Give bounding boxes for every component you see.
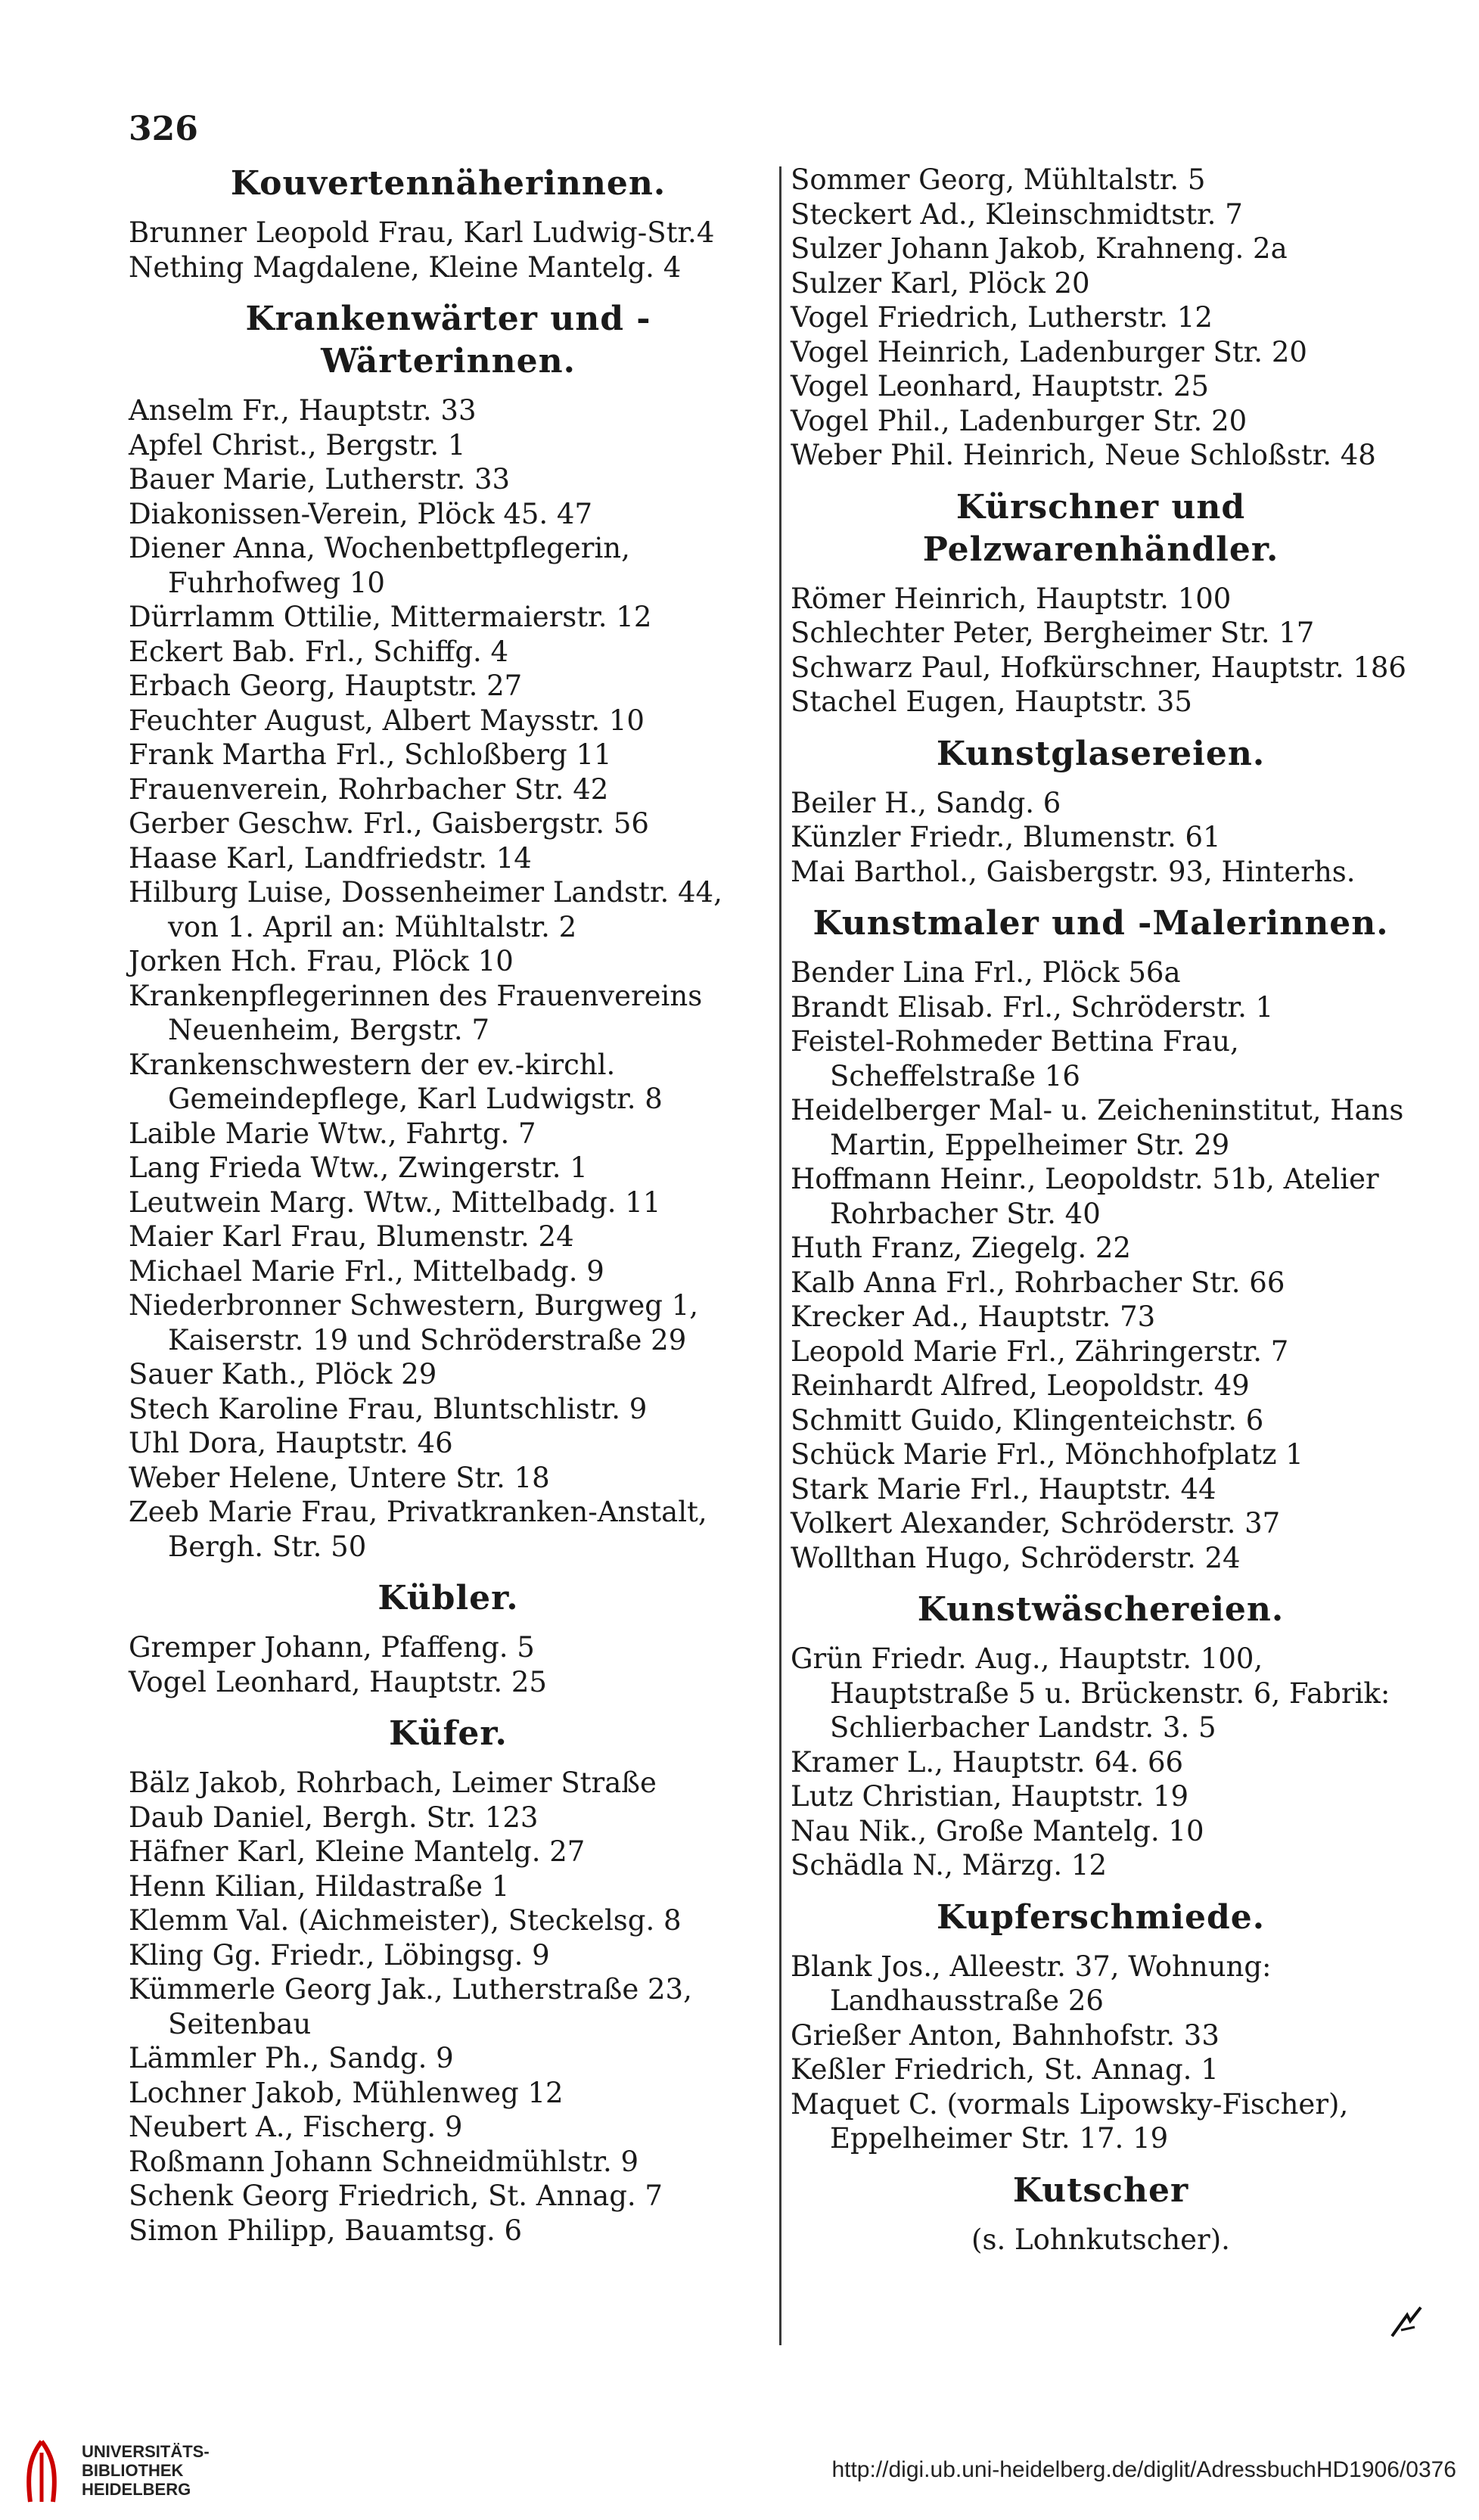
- directory-entry: Künzler Friedr., Blumenstr. 61: [791, 821, 1221, 853]
- handwritten-mark-icon: [1384, 2300, 1430, 2345]
- directory-entry: Neubert A., Fischerg. 9: [129, 2111, 463, 2143]
- directory-entry: Feuchter August, Albert Maysstr. 10: [129, 704, 645, 737]
- directory-entry: Kalb Anna Frl., Rohrbacher Str. 66: [791, 1266, 1285, 1299]
- directory-entry: Leopold Marie Frl., Zähringerstr. 7: [791, 1335, 1289, 1368]
- directory-entry: Henn Kilian, Hildastraße 1: [129, 1869, 510, 1903]
- directory-entry: Heidelberger Mal- u. Zeicheninstitut, Hans Martin, Eppelheimer Str. 29: [791, 1094, 1404, 1161]
- directory-entry: Diener Anna, Wochenbettpflegerin, Fuhrhofweg 10: [129, 532, 630, 599]
- directory-entry: Sulzer Karl, Plöck 20: [791, 266, 1090, 300]
- directory-entry: Lämmler Ph., Sandg. 9: [129, 2042, 454, 2074]
- directory-entry: Krankenschwestern der ev.-kirchl. Gemeindepflege, Karl Ludwigstr. 8: [129, 1048, 663, 1115]
- directory-entry: Nau Nik., Große Mantelg. 10: [791, 1814, 1204, 1847]
- directory-entry: Reinhardt Alfred, Leopoldstr. 49: [791, 1369, 1250, 1402]
- directory-entry: Blank Jos., Alleestr. 37, Wohnung: Landhausstraße 26: [791, 1950, 1272, 2017]
- section-heading: Kürschner und Pelzwarenhändler.: [922, 487, 1279, 569]
- directory-entry: Klemm Val. (Aichmeister), Steckelsg. 8: [129, 1904, 682, 1937]
- directory-entry: Uhl Dora, Hauptstr. 46: [129, 1427, 453, 1459]
- directory-entry: Vogel Phil., Ladenburger Str. 20: [791, 404, 1248, 437]
- directory-entry: Stark Marie Frl., Hauptstr. 44: [791, 1472, 1216, 1505]
- directory-entry: Häfner Karl, Kleine Mantelg. 27: [129, 1835, 586, 1868]
- column-divider: [779, 166, 781, 2345]
- section-heading: Kunstmaler und -Malerinnen.: [813, 904, 1389, 943]
- directory-entry: Sulzer Johann Jakob, Krahneng. 2a: [791, 232, 1288, 265]
- directory-entry: Bender Lina Frl., Plöck 56a: [791, 956, 1181, 989]
- directory-entry: Schück Marie Frl., Mönchhofplatz 1: [791, 1438, 1303, 1471]
- directory-section: [791, 733, 1411, 890]
- directory-entry: Volkert Alexander, Schröderstr. 37: [791, 1507, 1281, 1540]
- directory-entry: Weber Phil. Heinrich, Neue Schloßstr. 48: [791, 439, 1376, 471]
- directory-section: [791, 1897, 1411, 2156]
- directory-entry: Brandt Elisab. Frl., Schröderstr. 1: [791, 990, 1274, 1024]
- directory-entry: Feistel-Rohmeder Bettina Frau, Scheffelstraße 16: [791, 1025, 1239, 1092]
- directory-entry: Schmitt Guido, Klingenteichstr. 6: [791, 1403, 1264, 1437]
- directory-section: [791, 163, 1411, 473]
- directory-entry: Schenk Georg Friedrich, St. Annag. 7: [129, 2180, 663, 2212]
- section-heading: Kunstglasereien.: [936, 734, 1266, 773]
- directory-entry: Eckert Bab. Frl., Schiffg. 4: [129, 635, 509, 668]
- directory-section: [129, 1577, 768, 1699]
- directory-entry: Erbach Georg, Hauptstr. 27: [129, 670, 523, 702]
- directory-entry: Frank Martha Frl., Schloßberg 11: [129, 738, 612, 771]
- directory-entry: Weber Helene, Untere Str. 18: [129, 1461, 550, 1494]
- directory-entry: Niederbronner Schwestern, Burgweg 1, Kaiserstr. 19 und Schröderstraße 29: [129, 1289, 698, 1356]
- directory-entry: Steckert Ad., Kleinschmidtstr. 7: [791, 197, 1243, 231]
- directory-entry: Anselm Fr., Hauptstr. 33: [129, 394, 477, 427]
- section-heading: Kübler.: [378, 1579, 519, 1617]
- library-logo-icon: [15, 2438, 68, 2506]
- directory-entry: Laible Marie Wtw., Fahrtg. 7: [129, 1117, 536, 1150]
- directory-entry: Hilburg Luise, Dossenheimer Landstr. 44, von 1. April an: Mühltalstr. 2: [129, 876, 722, 943]
- directory-entry: Grießer Anton, Bahnhofstr. 33: [791, 2018, 1220, 2052]
- directory-section: [791, 903, 1411, 1575]
- directory-entry: Roßmann Johann Schneidmühlstr. 9: [129, 2145, 639, 2178]
- directory-entry: Nething Magdalene, Kleine Mantelg. 4: [129, 250, 682, 284]
- directory-section: [129, 298, 768, 1564]
- directory-entry: Stachel Eugen, Hauptstr. 35: [791, 685, 1192, 718]
- directory-entry: Huth Franz, Ziegelg. 22: [791, 1232, 1131, 1264]
- directory-entry: Kümmerle Georg Jak., Lutherstraße 23, Seitenbau: [129, 1973, 692, 2040]
- directory-entry: Grün Friedr. Aug., Hauptstr. 100, Hauptstraße 5 u. Brückenstr. 6, Fabrik: Schlierbacher Landstr. 3. 5: [791, 1642, 1390, 1744]
- section-heading: Kupferschmiede.: [936, 1897, 1266, 1937]
- directory-entry: Kling Gg. Friedr., Löbingsg. 9: [129, 1938, 550, 1972]
- directory-entry: Maquet C. (vormals Lipowsky-Fischer), Eppelheimer Str. 17. 19: [791, 2087, 1349, 2155]
- library-name-line3: HEIDELBERG: [82, 2480, 191, 2499]
- section-heading: Krankenwärter und -Wärterinnen.: [245, 300, 651, 381]
- section-heading: Kutscher: [1012, 2170, 1189, 2210]
- directory-entry: Jorken Hch. Frau, Plöck 10: [129, 945, 514, 977]
- directory-entry: Lutz Christian, Hauptstr. 19: [791, 1780, 1189, 1813]
- directory-entry: Schwarz Paul, Hofkürschner, Hauptstr. 186: [791, 651, 1406, 684]
- directory-entry: Keßler Friedrich, St. Annag. 1: [791, 2053, 1219, 2086]
- directory-entry: Hoffmann Heinr., Leopoldstr. 51b, Atelier Rohrbacher Str. 40: [791, 1163, 1379, 1230]
- library-name-line2: BIBLIOTHEK: [82, 2461, 184, 2480]
- library-name-line1: UNIVERSITÄTS-: [82, 2442, 210, 2461]
- directory-entry: Brunner Leopold Frau, Karl Ludwig-Str.4: [129, 216, 715, 249]
- directory-entry: Sauer Kath., Plöck 29: [129, 1358, 437, 1391]
- directory-entry: Vogel Leonhard, Hauptstr. 25: [791, 370, 1209, 402]
- left-column: [129, 163, 768, 2248]
- directory-section: [791, 486, 1411, 719]
- directory-entry: Krecker Ad., Hauptstr. 73: [791, 1300, 1156, 1333]
- directory-entry: Bälz Jakob, Rohrbach, Leimer Straße: [129, 1766, 657, 1799]
- page-number: 326: [129, 110, 198, 148]
- directory-entry: Vogel Friedrich, Lutherstr. 12: [791, 301, 1213, 334]
- directory-entry: Schlechter Peter, Bergheimer Str. 17: [791, 617, 1315, 649]
- directory-entry: Frauenverein, Rohrbacher Str. 42: [129, 772, 609, 806]
- directory-entry: Bauer Marie, Lutherstr. 33: [129, 463, 511, 496]
- directory-entry: Wollthan Hugo, Schröderstr. 24: [791, 1541, 1241, 1574]
- directory-section: [129, 1713, 768, 2248]
- directory-entry: Leutwein Marg. Wtw., Mittelbadg. 11: [129, 1185, 661, 1219]
- directory-entry: Vogel Heinrich, Ladenburger Str. 20: [791, 335, 1307, 368]
- directory-entry: Lochner Jakob, Mühlenweg 12: [129, 2076, 564, 2109]
- section-heading: Kouvertennäherinnen.: [230, 164, 666, 203]
- cross-reference-note: (s. Lohnkutscher).: [971, 2223, 1230, 2256]
- directory-entry: Vogel Leonhard, Hauptstr. 25: [129, 1665, 547, 1698]
- directory-entry: Gerber Geschw. Frl., Gaisbergstr. 56: [129, 807, 649, 840]
- directory-entry: Krankenpflegerinnen des Frauenvereins Neuenheim, Bergstr. 7: [129, 979, 703, 1046]
- directory-entry: Haase Karl, Landfriedstr. 14: [129, 841, 532, 875]
- directory-entry: Michael Marie Frl., Mittelbadg. 9: [129, 1254, 604, 1288]
- directory-entry: Stech Karoline Frau, Bluntschlistr. 9: [129, 1392, 648, 1425]
- directory-entry: Apfel Christ., Bergstr. 1: [129, 428, 466, 461]
- directory-section: [791, 2170, 1411, 2257]
- directory-entry: Maier Karl Frau, Blumenstr. 24: [129, 1220, 574, 1253]
- directory-entry: Schädla N., Märzg. 12: [791, 1849, 1108, 1881]
- directory-entry: Gremper Johann, Pfaffeng. 5: [129, 1631, 535, 1664]
- section-heading: Küfer.: [389, 1714, 508, 1753]
- library-name: [82, 2442, 210, 2499]
- directory-section: [791, 1589, 1411, 1883]
- directory-entry: Lang Frieda Wtw., Zwingerstr. 1: [129, 1151, 588, 1184]
- right-column: [791, 163, 1411, 2257]
- source-url-link[interactable]: http://digi.ub.uni-heidelberg.de/diglit/AdressbuchHD1906/0376: [831, 2457, 1456, 2482]
- directory-entry: Kramer L., Hauptstr. 64. 66: [791, 1745, 1184, 1779]
- directory-entry: Diakonissen-Verein, Plöck 45. 47: [129, 497, 593, 530]
- section-heading: Kunstwäschereien.: [917, 1590, 1285, 1629]
- directory-entry: Dürrlamm Ottilie, Mittermaierstr. 12: [129, 601, 652, 633]
- directory-entry: Zeeb Marie Frau, Privatkranken-Anstalt, Bergh. Str. 50: [129, 1496, 707, 1563]
- directory-entry: Daub Daniel, Bergh. Str. 123: [129, 1801, 539, 1834]
- directory-entry: Beiler H., Sandg. 6: [791, 786, 1061, 819]
- directory-entry: Sommer Georg, Mühltalstr. 5: [791, 163, 1206, 196]
- directory-entry: Mai Barthol., Gaisbergstr. 93, Hinterhs.: [791, 855, 1356, 888]
- directory-entry: Simon Philipp, Bauamtsg. 6: [129, 2214, 523, 2247]
- directory-entry: Römer Heinrich, Hauptstr. 100: [791, 582, 1232, 615]
- directory-section: [129, 163, 768, 284]
